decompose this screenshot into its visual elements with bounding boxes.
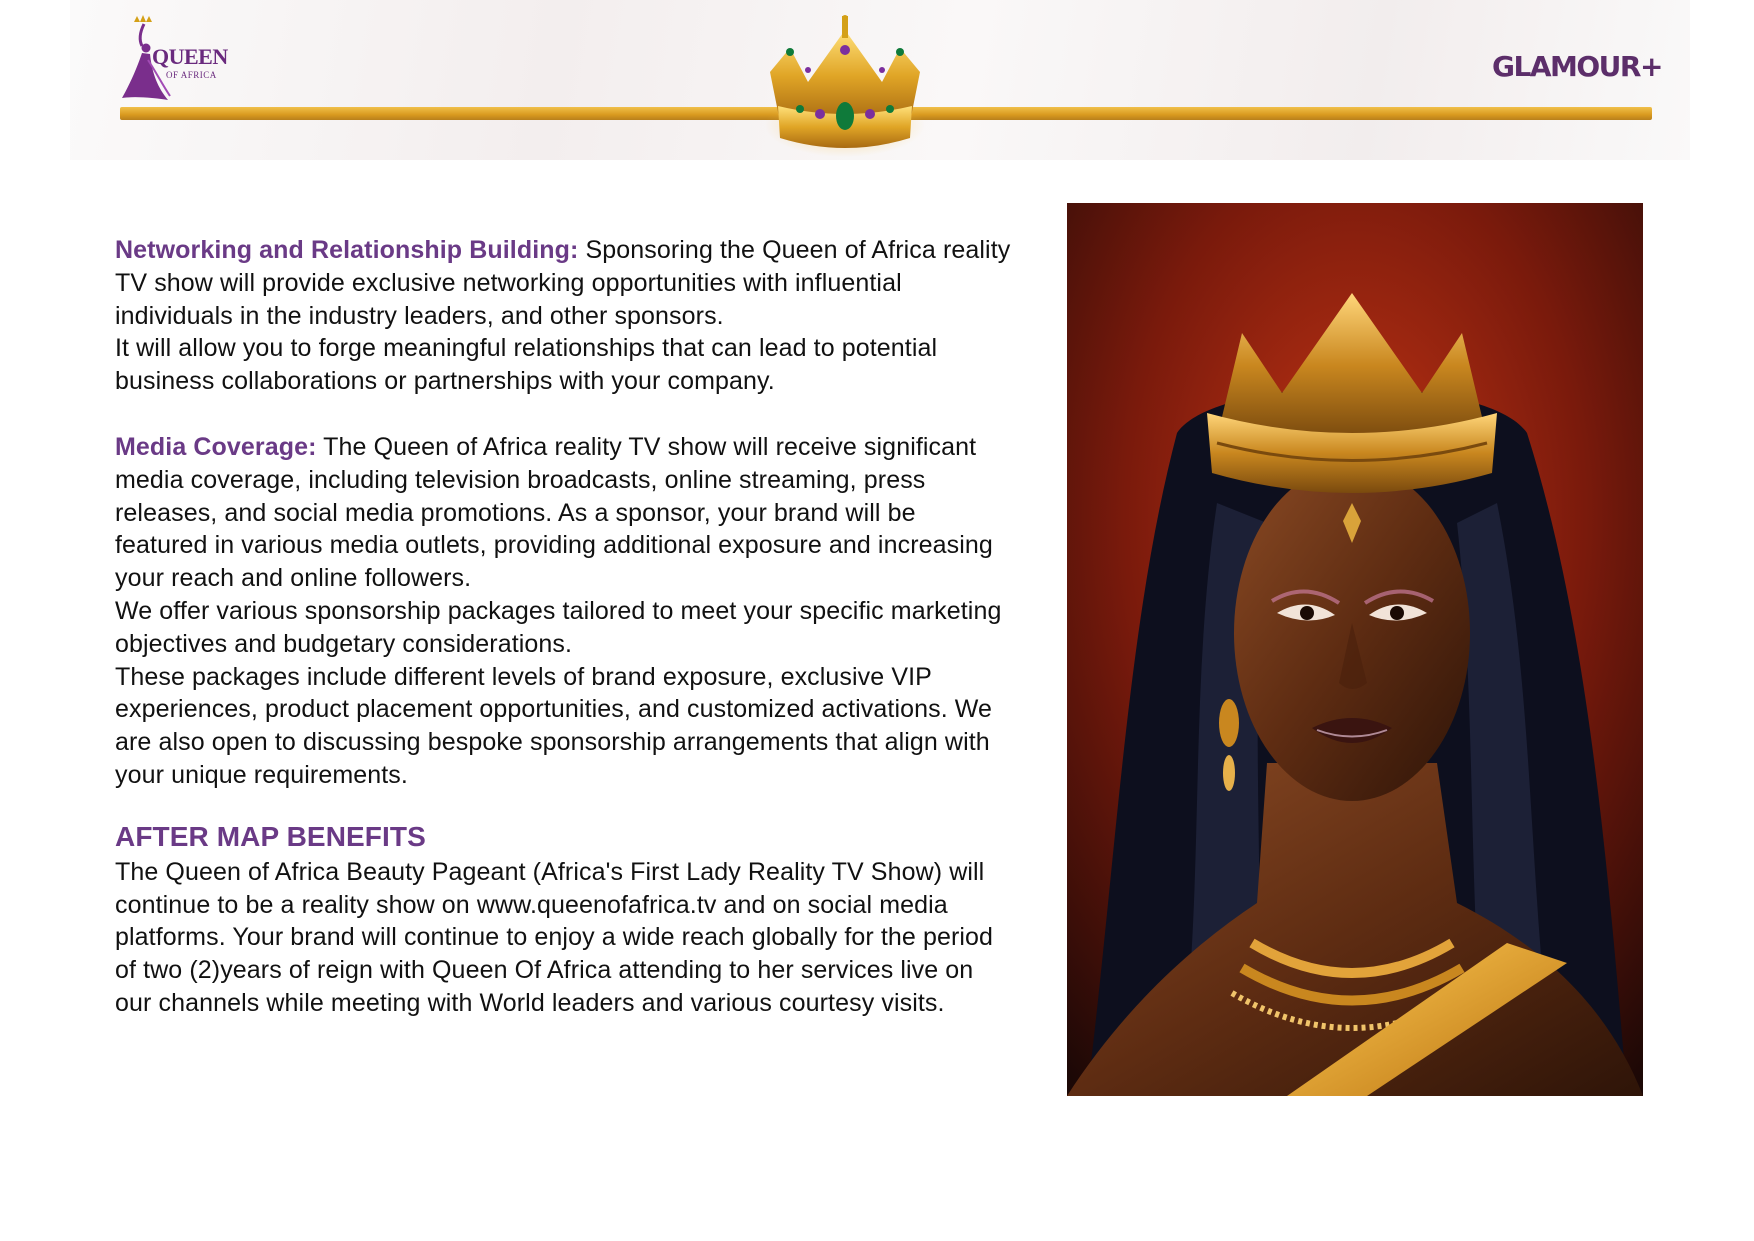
logo-title: QUEEN: [152, 44, 228, 69]
queen-portrait-image: [1067, 203, 1643, 1096]
queen-of-africa-logo: [118, 10, 238, 105]
after-map-paragraph: The Queen of Africa Beauty Pageant (Africa's First Lady Reality TV Show) will continue to be a reality show on www.queenofafrica.tv and on social media platforms. Your brand will continue to enjoy a wide reach globally for the period of two (2)years of reign with Queen Of Africa attending to her services live on our channels while meeting with World leaders and various courtesy visits.: [115, 857, 994, 1017]
media-heading: Media Coverage:: [115, 432, 317, 461]
crown-icon: [760, 10, 930, 160]
media-text: The Queen of Africa reality TV show will receive significant media coverage, including television broadcasts, online streaming, press releases, and social media promotions. As a sponsor, your brand will be featured in various media outlets, providing additional exposure and increasing your reach and online followers.: [115, 432, 993, 593]
media-paragraph: [115, 431, 1015, 595]
networking-text: Sponsoring the Queen of Africa reality TV show will provide exclusive networking opportunities with influential individuals in the industry leaders, and other sponsors.: [115, 236, 1011, 330]
networking-heading: Networking and Relationship Building:: [115, 236, 579, 264]
logo-subtitle: OF AFRICA: [166, 70, 217, 80]
networking-paragraph: [115, 234, 1015, 332]
packages-paragraph: We offer various sponsorship packages tailored to meet your specific marketing objectives and budgetary considerations.: [115, 596, 1002, 658]
glamour-plus-logo: GLAMOUR+: [1492, 50, 1662, 83]
after-map-title: AFTER MAP BENEFITS: [115, 820, 426, 852]
main-content: [115, 234, 1015, 1020]
networking-paragraph-2: It will allow you to forge meaningful relationships that can lead to potential business collaborations or partnerships with your company.: [115, 334, 938, 396]
packages-detail-paragraph: These packages include different levels of brand exposure, exclusive VIP experiences, product placement opportunities, and customized activations. We are also open to discussing bespoke sponsorship arrangements that align with your unique requirements.: [115, 662, 993, 789]
